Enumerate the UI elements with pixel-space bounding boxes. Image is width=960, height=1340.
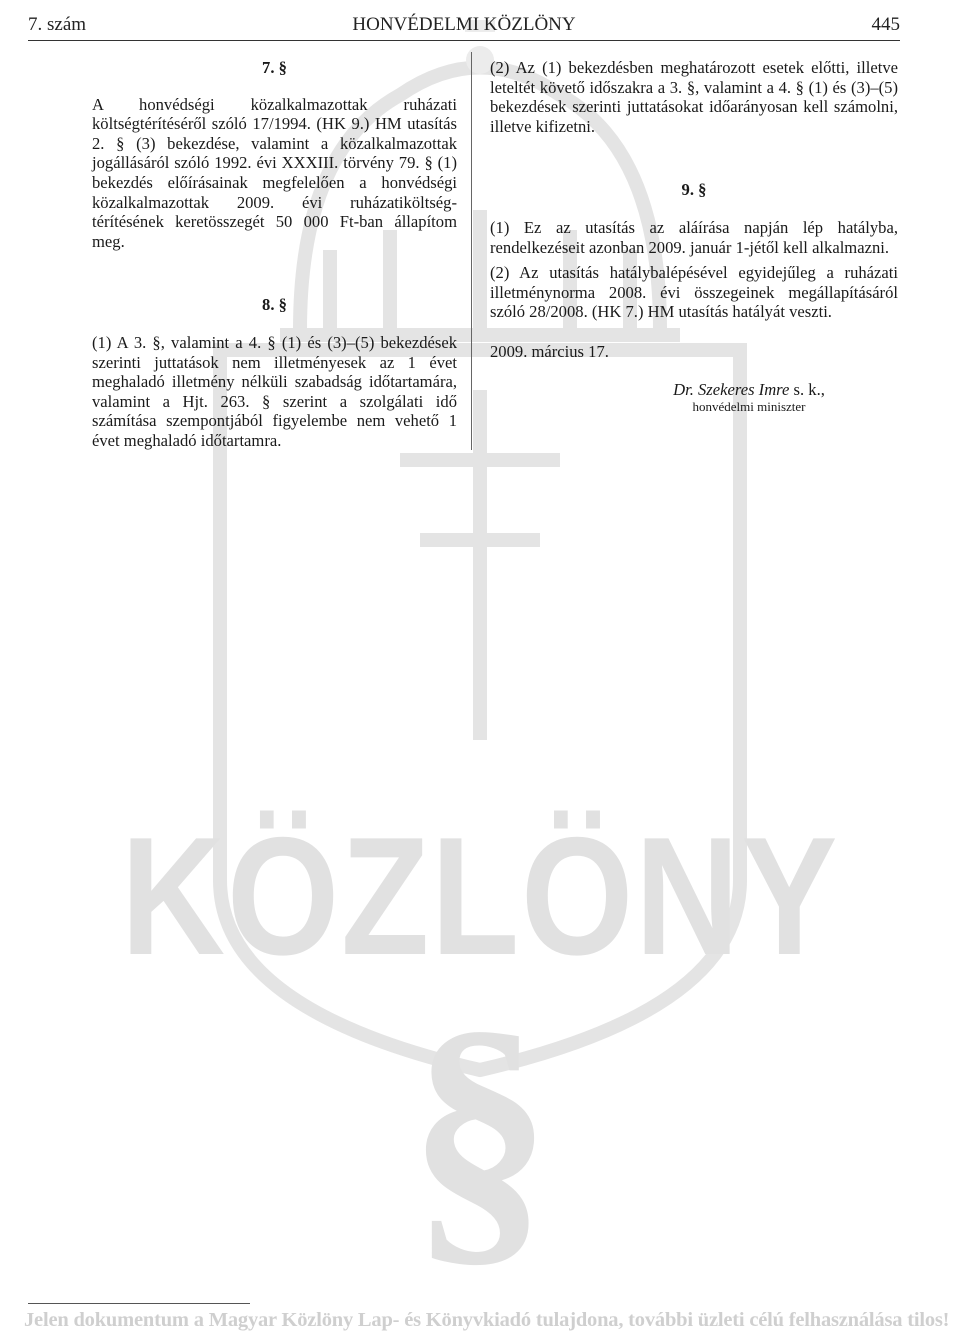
right-column [490,58,898,415]
section-7-text: A honvédségi közalkalmazottak ruházati költségtérítéséről szóló 17/1994. (HK 9.) HM utasítás 2. § (3) bekezdése, valamint a közalkalmazottak jogállásáról szóló 1992. évi XXXIII. törvény 79. § (1) bekezdés előírásainak megfelelően a honvédségi közalkalmazottak 2009. évi ruházatiköltség-térítésének keretösszegét 50 000 Ft-ban állapítom meg. [92,94,457,251]
section-8-paragraph-1: (1) A 3. §, valamint a 4. § (1) és (3)–(5) bekezdések szerinti juttatások nem illetményesek az 1 évet meghaladó illetmény nélküli szabadság időtartamára, valamint a Hjt. 263. § szerint a szolgálati idő számítása szempontjából figyelembe nem vehető 1 évet meghaladó időtartamra. [92,332,457,450]
signature-date: 2009. március 17. [490,341,609,361]
watermark-word: KÖZLÖNY [120,802,840,990]
section-9-heading: 9. § [681,180,707,200]
signatory-name [600,380,898,400]
header-rule [28,40,900,41]
signatory-title: honvédelmi miniszter [692,399,806,415]
signatory-suffix: s. k., [789,379,825,399]
section-8-heading: 8. § [262,295,287,315]
section-9-paragraph-1: (1) Ez az utasítás az aláírása napján lép hatályba, rendelkezéseit azonban 2009. január 1-jétől kell alkalmazni. [490,217,898,257]
section-9-paragraph-2: (2) Az utasítás hatálybalépésével egyidejűleg a ruházati illetménynorma 2008. évi összegeinek megállapításáról szóló 28/2008. (HK 7.) HM utasítás hatályát veszti. [490,263,898,322]
left-column [92,58,457,451]
issue-number: 7. szám [28,14,87,35]
watermark-section-mark: § [407,971,553,1292]
section-8-paragraph-2: (2) Az (1) bekezdésben meghatározott esetek előtti, illetve leteltét követő időszakra a 3. §, valamint a 4. § (1) és (3)–(5) bekezdések szerinti juttatásokat időarányosan kell számolni, illetve kifizetni. [490,58,898,136]
page-header [28,14,900,42]
footer-rule [28,1303,250,1304]
page-number: 445 [871,14,900,35]
signature-block [490,380,898,416]
signatory-name-text: Dr. Szekeres Imre [673,379,790,399]
copyright-notice: Jelen dokumentum a Magyar Közlöny Lap- és Könyvkiadó tulajdona, további üzleti célú felhasználása tilos! [24,1309,950,1331]
column-divider [471,52,472,450]
journal-title: HONVÉDELMI KÖZLÖNY [352,14,576,35]
section-7-heading: 7. § [262,58,287,77]
